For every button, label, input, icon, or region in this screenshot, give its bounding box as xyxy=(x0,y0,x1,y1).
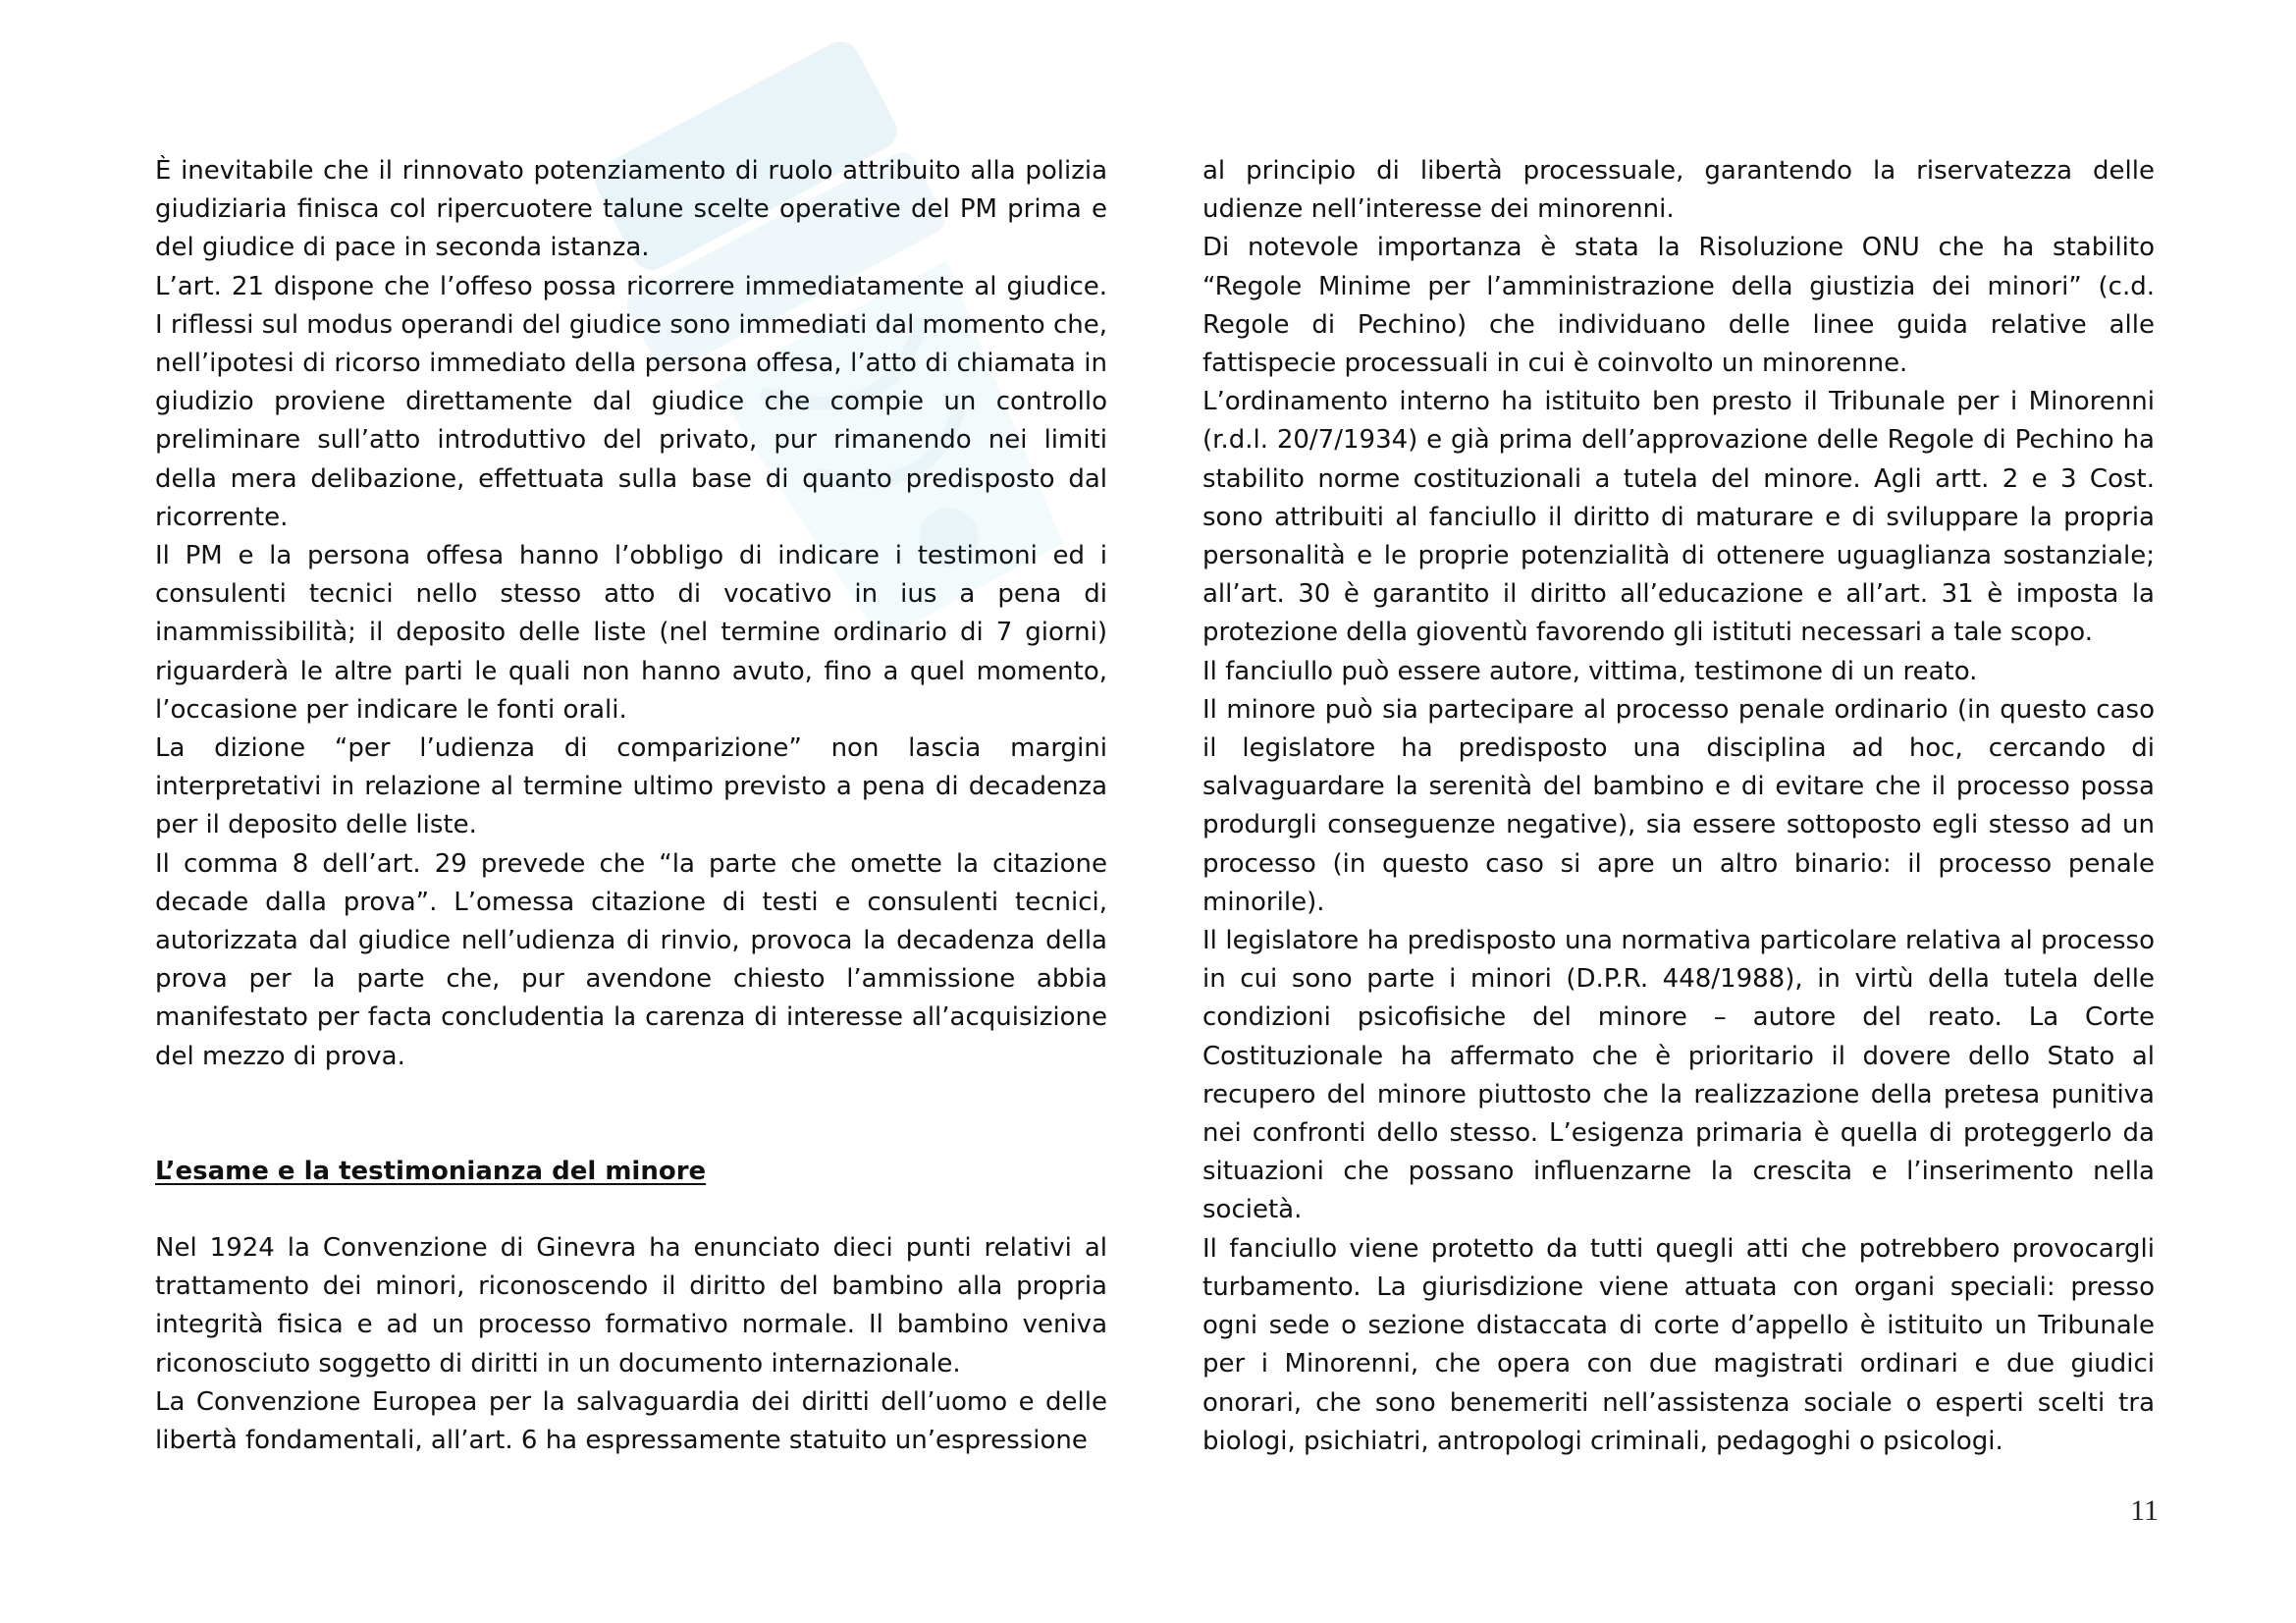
paragraph: Nel 1924 la Convenzione di Ginevra ha enunciato dieci punti relativi al trattamento dei minori, riconoscendo il diritto del bambino alla propria integrità fisica e ad un processo formativo normale. Il bambino veniva riconosciuto soggetto di diritti in un documento internazionale. xyxy=(155,1233,1107,1379)
paragraph: L’ordinamento interno ha istituito ben presto il Tribunale per i Minorenni (r.d.l. 20/7/1934) e già prima dell’approvazione delle Regole di Pechino ha stabilito norme costituzionali a tutela del minore. Agli artt. 2 e 3 Cost. sono attribuiti al fanciullo il diritto di maturare e di sviluppare la propria personalità e le proprie potenzialità di ottenere uguaglianza sostanziale; all’art. 30 è garantito il diritto all’educazione e all’art. 31 è imposta la protezione della gioventù favorendo gli istituti necessari a tale scopo. xyxy=(1202,387,2155,648)
paragraph: Di notevole importanza è stata la Risoluzione ONU che ha stabilito “Regole Minime per l’amministrazione della giustizia dei minori” (c.d. Regole di Pechino) che individuano delle linee guida relative alle fattispecie processuali in cui è coinvolto un minorenne. xyxy=(1202,233,2155,379)
paragraph: Il fanciullo può essere autore, vittima, testimone di un reato. xyxy=(1202,656,1978,686)
page-number: 11 xyxy=(2130,1494,2159,1527)
section-heading: L’esame e la testimonianza del minore xyxy=(155,1156,707,1186)
paragraph: Il minore può sia partecipare al processo penale ordinario (in questo caso il legislatore ha predisposto una disciplina ad hoc, cercando di salvaguardare la serenità del bambino e di evitare che il processo possa produrgli conseguenze negative), sia essere sottoposto egli stesso ad un processo (in questo caso si apre un altro binario: il processo penale minorile). xyxy=(1202,694,2155,917)
paragraph: Il legislatore ha predisposto una normativa particolare relativa al processo in cui sono parte i minori (D.P.R. 448/1988), in virtù della tutela delle condizioni psicofisiche del minore – autore del reato. La Corte Costituzionale ha affermato che è prioritario il dovere dello Stato al recupero del minore piuttosto che la realizzazione della pretesa punitiva nei confronti dello stesso. L’esigenza primaria è quella di proteggerlo da situazioni che possano influenzarne la crescita e l’inserimento nella società. xyxy=(1202,926,2155,1225)
spacer xyxy=(155,1191,1107,1229)
paragraph: La dizione “per l’udienza di comparizione” non lascia margini interpretativi in relazione al termine ultimo previsto a pena di decadenza per il deposito delle liste. xyxy=(155,733,1107,840)
spacer xyxy=(155,1076,1107,1153)
paragraph: Il comma 8 dell’art. 29 prevede che “la parte che omette la citazione decade dalla prova”. L’omessa citazione di testi e consulenti tecnici, autorizzata dal giudice nell’udienza di rinvio, provoca la decadenza della prova per la parte che, pur avendone chiesto l’ammissione abbia manifestato per facta concludentia la carenza di interesse all’acquisizione del mezzo di prova. xyxy=(155,848,1107,1071)
right-column xyxy=(1202,152,2155,1461)
paragraph: È inevitabile che il rinnovato potenziamento di ruolo attribuito alla polizia giudiziaria finisca col ripercuotere talune scelte operative del PM prima e del giudice di pace in seconda istanza. xyxy=(155,156,1107,263)
paragraph: al principio di libertà processuale, garantendo la riservatezza delle udienze nell’interesse dei minorenni. xyxy=(1202,156,2155,225)
paragraph: L’art. 21 dispone che l’offeso possa ricorrere immediatamente al giudice. I riflessi sul modus operandi del giudice sono immediati dal momento che, nell’ipotesi di ricorso immediato della persona offesa, l’atto di chiamata in giudizio proviene direttamente dal giudice che compie un controllo preliminare sull’atto introduttivo del privato, pur rimanendo nei limiti della mera delibazione, effettuata sulla base di quanto predisposto dal ricorrente. xyxy=(155,271,1107,532)
paragraph: La Convenzione Europea per la salvaguardia dei diritti dell’uomo e delle libertà fondamentali, all’art. 6 ha espressamente statuito un’espressione xyxy=(155,1386,1107,1456)
paragraph: Il fanciullo viene protetto da tutti quegli atti che potrebbero provocargli turbamento. La giurisdizione viene attuata con organi speciali: presso ogni sede o sezione distaccata di corte d’appello è istituito un Tribunale per i Minorenni, che opera con due magistrati ordinari e due giudici onorari, che sono benemeriti nell’assistenza sociale o esperti scelti tra biologi, psichiatri, antropologi criminali, pedagoghi o psicologi. xyxy=(1202,1233,2155,1456)
left-column xyxy=(155,152,1107,1460)
paragraph: Il PM e la persona offesa hanno l’obbligo di indicare i testimoni ed i consulenti tecnici nello stesso atto di vocativo in ius a pena di inammissibilità; il deposito delle liste (nel termine ordinario di 7 giorni) riguarderà le altre parti le quali non hanno avuto, fino a quel momento, l’occasione per indicare le fonti orali. xyxy=(155,541,1107,725)
